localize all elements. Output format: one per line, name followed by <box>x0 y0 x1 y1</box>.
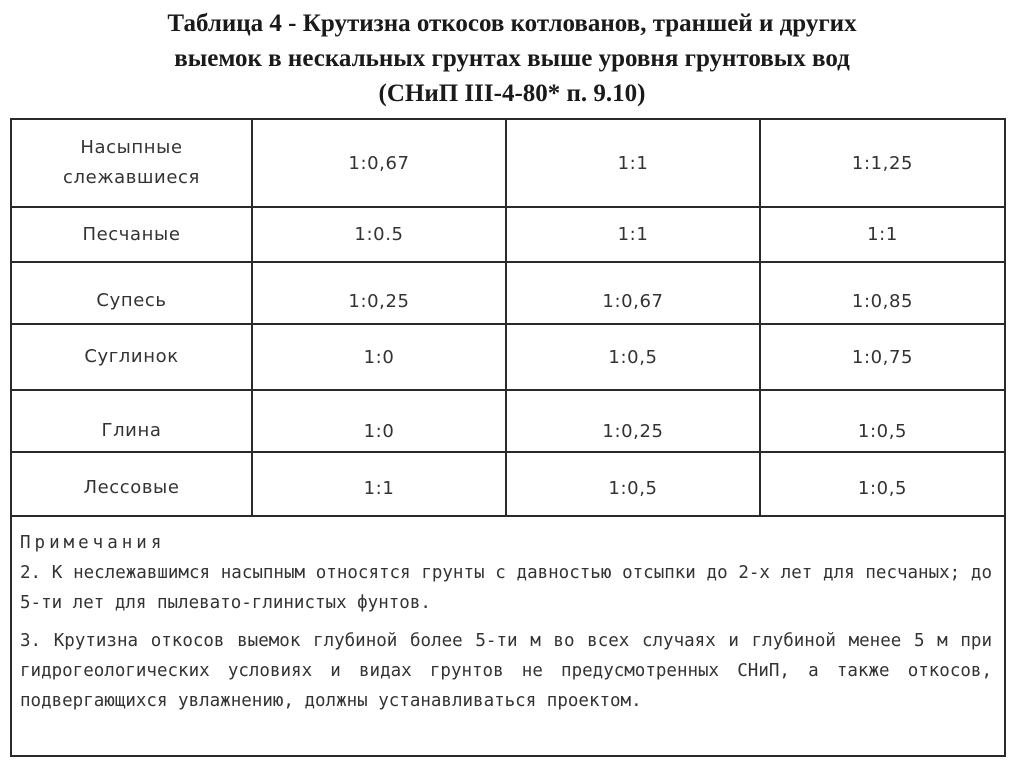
table-row <box>12 452 1004 516</box>
title-line-3: (СНиП III-4-80* п. 9.10) <box>378 80 646 107</box>
notes-section <box>20 528 992 716</box>
slope-value: 1:0,85 <box>760 262 1004 324</box>
slope-value: 1:0 <box>252 390 506 452</box>
table-frame <box>10 118 1006 757</box>
slope-value: 1:0 <box>252 324 506 390</box>
slope-value: 1:1 <box>252 452 506 516</box>
soil-type-label: Насыпные <box>80 137 183 158</box>
soil-type-cell <box>12 120 252 207</box>
slope-value: 1:0,67 <box>252 120 506 207</box>
slope-value: 1:0,5 <box>760 452 1004 516</box>
title-line-2: выемок в нескальных грунтах выше уровня грунтовых вод <box>174 45 850 72</box>
slope-value: 1:0,5 <box>760 390 1004 452</box>
slope-table <box>12 120 1004 517</box>
soil-type-label: Глина <box>12 390 252 452</box>
title-line-1: Таблица 4 - Крутизна откосов котлованов, траншей и других <box>167 10 857 37</box>
note-3: 3. Крутизна откосов выемок глубиной более 5-ти м во всех случаях и глубиной менее 5 м при гидрогеологических условиях и видах грунтов не предусмотренных СНиП, а также откосов, подвергающихся увлажнению, должны устанавливаться проектом. <box>20 631 992 711</box>
slope-value: 1:0,67 <box>506 262 760 324</box>
slope-value: 1:0.5 <box>252 207 506 262</box>
notes-heading: Примечания <box>20 533 166 553</box>
table-row <box>12 120 1004 207</box>
table-row <box>12 390 1004 452</box>
soil-type-label: Суглинок <box>12 324 252 390</box>
slope-value: 1:1 <box>506 120 760 207</box>
soil-type-label-line2: слежавшиеся <box>63 167 200 188</box>
soil-type-label: Лессовые <box>12 452 252 516</box>
note-2: 2. К неслежавшимся насыпным относятся грунты с давностью отсыпки до 2-х лет для песчаных; до 5-ти лет для пылевато-глинистых фунтов. <box>20 563 992 613</box>
slope-value: 1:1 <box>506 207 760 262</box>
table-row <box>12 207 1004 262</box>
soil-type-label: Песчаные <box>12 207 252 262</box>
table-row <box>12 262 1004 324</box>
slope-value: 1:0,25 <box>252 262 506 324</box>
slope-value: 1:0,25 <box>506 390 760 452</box>
soil-type-label: Супесь <box>12 262 252 324</box>
slope-value: 1:1,25 <box>760 120 1004 207</box>
slope-value: 1:0,5 <box>506 452 760 516</box>
table-row <box>12 324 1004 390</box>
slope-value: 1:0,75 <box>760 324 1004 390</box>
document-title <box>0 6 1024 111</box>
slope-value: 1:0,5 <box>506 324 760 390</box>
slope-value: 1:1 <box>760 207 1004 262</box>
